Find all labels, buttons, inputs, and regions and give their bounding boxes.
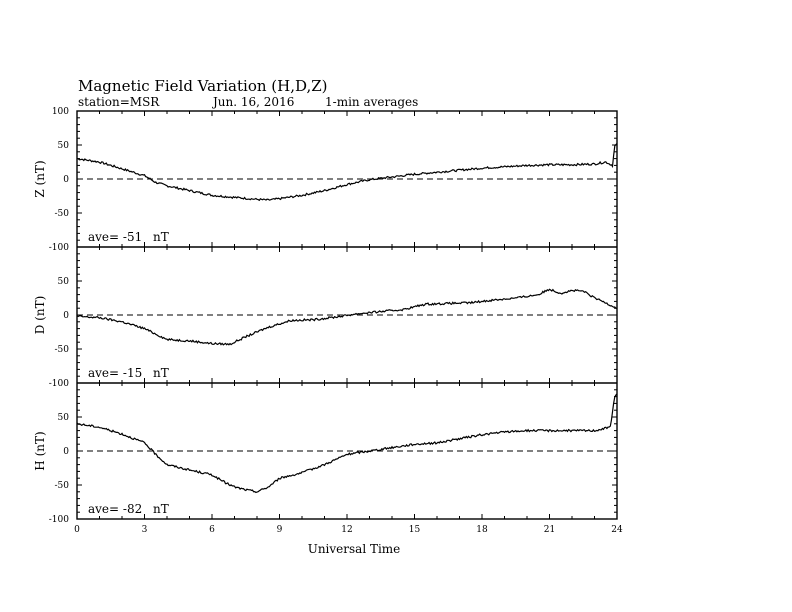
date-label: Jun. 16, 2016 [213,95,295,109]
x-tick-label: 6 [209,525,215,535]
d-axis-label: D (nT) [33,295,47,335]
h-average-unit: nT [153,502,169,516]
x-axis-label: Universal Time [307,542,401,556]
d-average-label: ave= -15 [88,366,143,380]
x-tick-label: 15 [408,525,421,535]
y-tick-label: 50 [57,277,69,287]
y-tick-label: -50 [54,209,69,219]
plot-area [33,107,623,556]
y-tick-label: -50 [54,345,69,355]
chart-title: Magnetic Field Variation (H,D,Z) [78,77,328,95]
x-tick-label: 3 [141,525,148,535]
x-tick-label: 24 [611,525,623,535]
y-tick-label: -100 [48,379,69,389]
x-tick-label: 18 [476,525,488,535]
y-tick-label: -50 [54,481,69,491]
y-tick-label: 0 [63,311,69,321]
y-tick-label: 100 [51,107,69,117]
station-label: station=MSR [78,95,160,109]
y-tick-label: 0 [63,175,69,185]
panel-d [33,247,617,389]
y-tick-label: 0 [63,447,69,457]
y-tick-label: 50 [57,413,69,423]
z-average-label: ave= -51 [88,230,143,244]
x-tick-label: 21 [543,525,556,535]
z-average-unit: nT [153,230,169,244]
y-tick-label: -100 [48,515,69,525]
x-tick-label: 0 [74,525,80,535]
panel-h [33,383,617,525]
averaging-label: 1-min averages [325,95,419,109]
h-average-label: ave= -82 [88,502,143,516]
x-tick-label: 12 [341,525,353,535]
y-tick-label: -100 [48,243,69,253]
panel-z [33,107,617,253]
z-axis-label: Z (nT) [33,160,47,198]
d-average-unit: nT [153,366,169,380]
h-axis-label: H (nT) [33,431,47,471]
x-tick-label: 9 [276,525,283,535]
d-series-line [77,289,617,345]
h-series-line [77,394,617,493]
z-series-line [77,144,617,201]
y-tick-label: 50 [57,141,69,151]
